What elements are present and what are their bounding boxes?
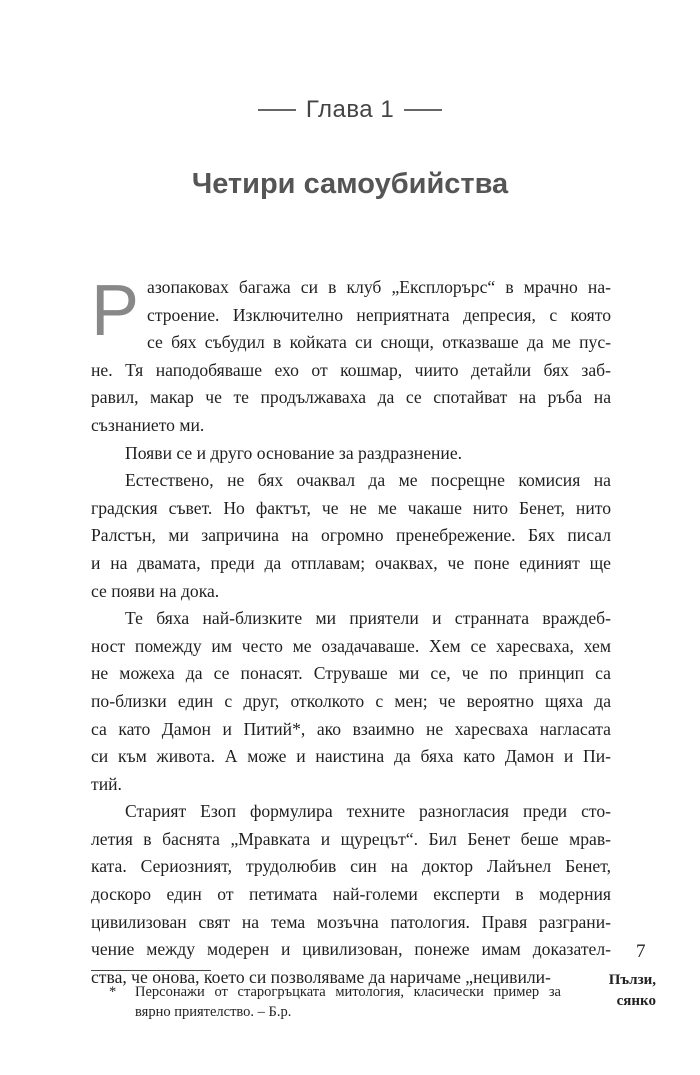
text-line: ката. Сериозният, трудолюбив син на доктор Лайънел Бенет,	[91, 856, 611, 877]
text-line: ства, че онова, което си позволяваме да наричаме „нецивили-	[91, 966, 551, 987]
text-line: Естествено, не бях очаквал да ме посрещне комисия на	[125, 470, 611, 491]
text-line: си към живота. А може и наистина да бяха като Дамон и Пи-	[91, 746, 611, 767]
paragraph	[91, 440, 611, 468]
text-line: са като Дамон и Питий*, ако взаимно не харесваха нагласата	[91, 718, 611, 739]
text-line: азопаковах багажа си в клуб „Експлорърс“ в мрачно на-	[147, 277, 611, 297]
text-line: не можеха да се понасят. Струваше ми се, че по принцип са	[91, 663, 611, 684]
footnote-mark: *	[109, 984, 117, 1000]
text-line: Старият Езоп формулира техните разногласия преди сто-	[125, 801, 611, 822]
heading-rule-right	[404, 109, 442, 111]
chapter-heading	[0, 96, 700, 124]
running-head-line: сянко	[616, 993, 656, 1009]
page-number: 7	[636, 941, 646, 962]
footnote-line: Персонажи от старогръцката митология, класически пример за	[135, 984, 561, 1000]
chapter-label: Глава 1	[305, 96, 395, 123]
text-line: по-близки един с друг, отколкото с мен; че вероятно щяха да	[91, 690, 611, 711]
footnote-text	[135, 982, 561, 1022]
paragraph	[91, 271, 611, 440]
text-line: летия в баснята „Мравката и щурецът“. Бил Бенет беше мрав-	[91, 828, 611, 849]
text-line: равил, макар че те продължаваха да се спотайват на ръба на	[91, 387, 611, 408]
text-line: Ралстън, ми запричина на огромно пренебрежение. Бях писал	[91, 525, 611, 546]
heading-rule-left	[258, 109, 296, 111]
chapter-title: Четири самоубийства	[191, 168, 509, 200]
text-line: тий.	[91, 773, 122, 794]
text-line: Появи се и друго основание за раздразнение.	[125, 442, 463, 463]
running-head	[596, 970, 656, 1012]
text-line: Те бяха най-близките ми приятели и странната враждеб-	[125, 608, 611, 629]
footnote-line: вярно приятелство. – Б.р.	[135, 1004, 292, 1020]
footnote-rule	[91, 970, 211, 971]
text-line: градския съвет. Но фактът, че не ме чакаше нито Бенет, нито	[91, 497, 611, 518]
text-line: чение между модерен и цивилизован, понеже имам доказател-	[91, 939, 611, 960]
text-line: доскоро един от петимата най-големи експерти в модерния	[91, 884, 611, 905]
paragraph	[91, 798, 611, 991]
text-line: и на двамата, преди да отплавам; очаквах, че поне единият ще	[91, 552, 611, 573]
text-line: се появи на дока.	[91, 580, 220, 601]
text-line: не. Тя наподобяваше ехо от кошмар, чиито детайли бях заб-	[91, 359, 611, 380]
text-line: съзнанието ми.	[91, 414, 205, 435]
text-line: ност помежду им често ме озадачаваше. Хем се харесваха, хем	[91, 635, 611, 656]
drop-cap: Р	[91, 271, 140, 351]
text-line: се бях събудил в койката си снощи, отказваше да ме пус-	[147, 332, 611, 353]
text-line: цивилизован свят на тема мозъчна патология. Правя разграни-	[91, 911, 611, 932]
paragraph	[91, 605, 611, 798]
body-text	[91, 271, 611, 991]
paragraph	[91, 467, 611, 605]
footnote	[91, 982, 561, 1022]
running-head-line: Пълзи,	[608, 972, 656, 988]
text-line: строение. Изключително неприятната депресия, с която	[147, 304, 611, 325]
